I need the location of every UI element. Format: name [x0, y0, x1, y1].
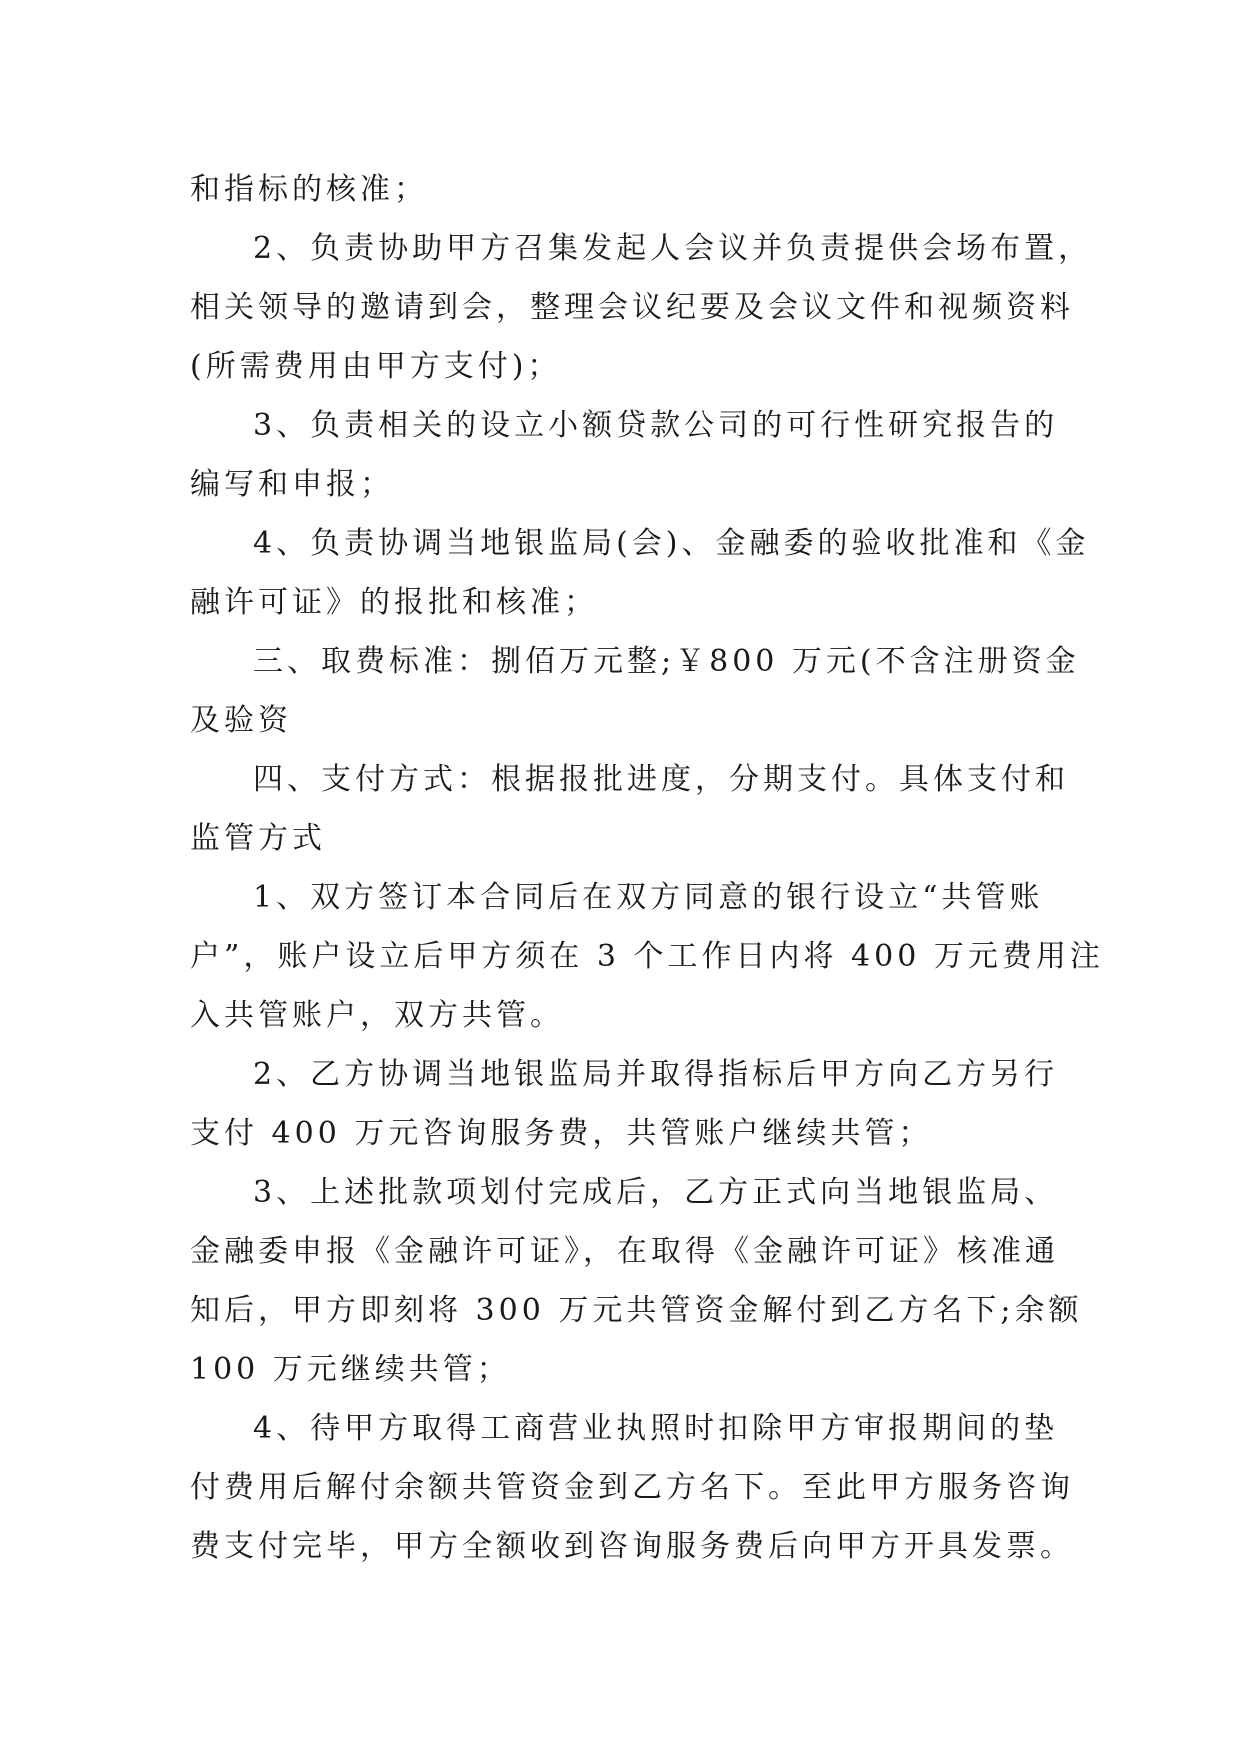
text-line: 编写和申报； [190, 467, 394, 502]
text-line: 金融委申报《金融许可证》，在取得《金融许可证》核准通 [190, 1234, 1059, 1269]
document-body [190, 160, 1104, 1576]
text-line: 及验资 [190, 703, 292, 738]
text-line: 知后，甲方即刻将 300 万元共管资金解付到乙方名下;余额 [190, 1293, 1083, 1328]
paragraph-start-line: 2、乙方协调当地银监局并取得指标后甲方向乙方另行 [253, 1057, 1059, 1092]
text-line: 支付 400 万元咨询服务费，共管账户继续共管； [190, 1116, 933, 1151]
text-line: 监管方式 [190, 821, 326, 856]
text-line: (所需费用由甲方支付)； [190, 349, 562, 384]
text-line: 户”，账户设立后甲方须在 3 个工作日内将 400 万元费用注 [190, 939, 1104, 974]
text-line: 相关领导的邀请到会，整理会议纪要及会议文件和视频资料 [190, 290, 1074, 325]
text-line: 付费用后解付余额共管资金到乙方名下。至此甲方服务咨询 [190, 1470, 1074, 1505]
section-heading-line: 四、支付方式：根据报批进度，分期支付。具体支付和 [253, 762, 1069, 797]
text-line: 费支付完毕，甲方全额收到咨询服务费后向甲方开具发票。 [190, 1529, 1074, 1564]
paragraph-start-line: 4、待甲方取得工商营业执照时扣除甲方审报期间的垫 [253, 1411, 1059, 1446]
paragraph-start-line: 2、负责协助甲方召集发起人会议并负责提供会场布置， [253, 231, 1093, 266]
paragraph-start-line: 3、上述批款项划付完成后，乙方正式向当地银监局、 [253, 1175, 1059, 1210]
text-line: 入共管账户，双方共管。 [190, 998, 564, 1033]
paragraph-start-line: 3、负责相关的设立小额贷款公司的可行性研究报告的 [253, 408, 1059, 443]
paragraph-start-line: 4、负责协调当地银监局(会)、金融委的验收批准和《金 [253, 526, 1090, 561]
text-line: 融许可证》的报批和核准； [190, 585, 598, 620]
paragraph-start-line: 1、双方签订本合同后在双方同意的银行设立“共管账 [253, 880, 1044, 915]
text-line: 和指标的核准； [190, 172, 428, 207]
section-heading-line: 三、取费标准：捌佰万元整;￥800 万元(不含注册资金 [253, 644, 1080, 679]
text-line: 100 万元继续共管； [190, 1352, 511, 1387]
